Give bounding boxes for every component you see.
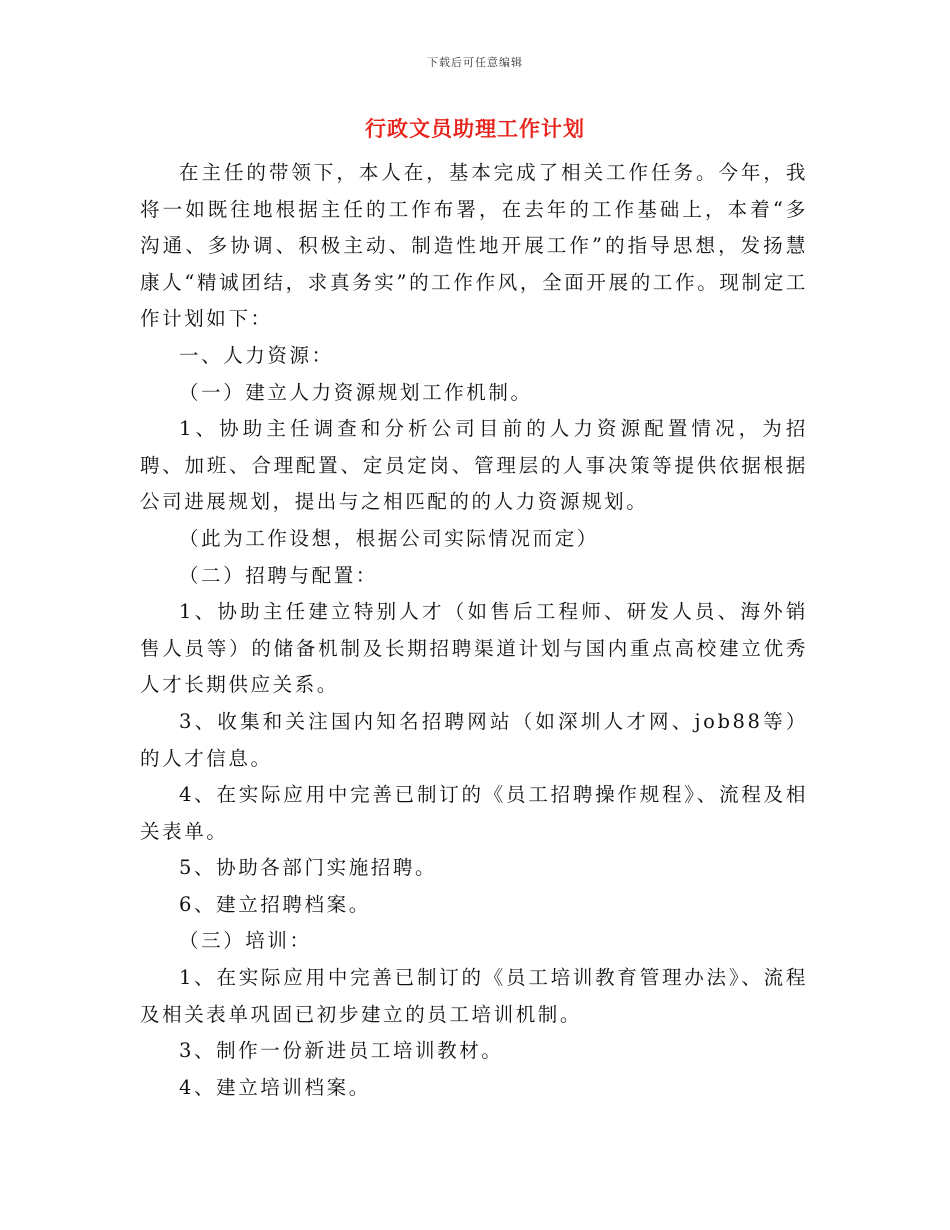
planning-item-1: 1、协助主任调查和分析公司目前的人力资源配置情况，为招聘、加班、合理配置、定员定岗、管理层的人事决策等提供依据根据公司进展规划，提出与之相匹配的的人力资源规划。 [140,417,808,514]
training-item-1: 1、在实际应用中完善已制订的《员工培训教育管理办法》、流程及相关表单巩固已初步建立的员工培训机制。 [140,966,808,1026]
training-item-4: 4、建立培训档案。 [179,1075,371,1099]
recruiting-item-6: 6、建立招聘档案。 [179,892,371,916]
subsection-heading-planning: （一）建立人力资源规划工作机制。 [179,380,533,404]
recruiting-item-1: 1、协助主任建立特别人才（如售后工程师、研发人员、海外销售人员等）的储备机制及长期招聘渠道计划与国内重点高校建立优秀人才长期供应关系。 [140,600,808,697]
subsection-heading-recruiting: （二）招聘与配置： [179,563,378,587]
recruiting-item-4: 4、在实际应用中完善已制订的《员工招聘操作规程》、流程及相关表单。 [140,783,808,843]
section-heading-hr: 一、人力资源： [179,343,334,367]
intro-paragraph: 在主任的带领下，本人在，基本完成了相关工作任务。今年，我将一如既往地根据主任的工作布署，在去年的工作基础上，本着“多沟通、多协调、积极主动、制造性地开展工作”的指导思想，发扬慧康人“精诚团结，求真务实”的工作作风，全面开展的工作。现制定工作计划如下： [140,161,808,331]
header-note: 下载后可任意编辑 [427,56,523,69]
planning-note: （此为工作设想，根据公司实际情况而定） [179,526,599,550]
recruiting-item-5: 5、协助各部门实施招聘。 [179,856,438,880]
subsection-heading-training: （三）培训： [179,929,312,953]
training-item-3: 3、制作一份新进员工培训教材。 [179,1039,504,1063]
document-title: 行政文员助理工作计划 [365,116,585,141]
recruiting-item-3: 3、收集和关注国内知名招聘网站（如深圳人才网、job88等）的人才信息。 [140,709,808,770]
document-body [140,155,808,1106]
